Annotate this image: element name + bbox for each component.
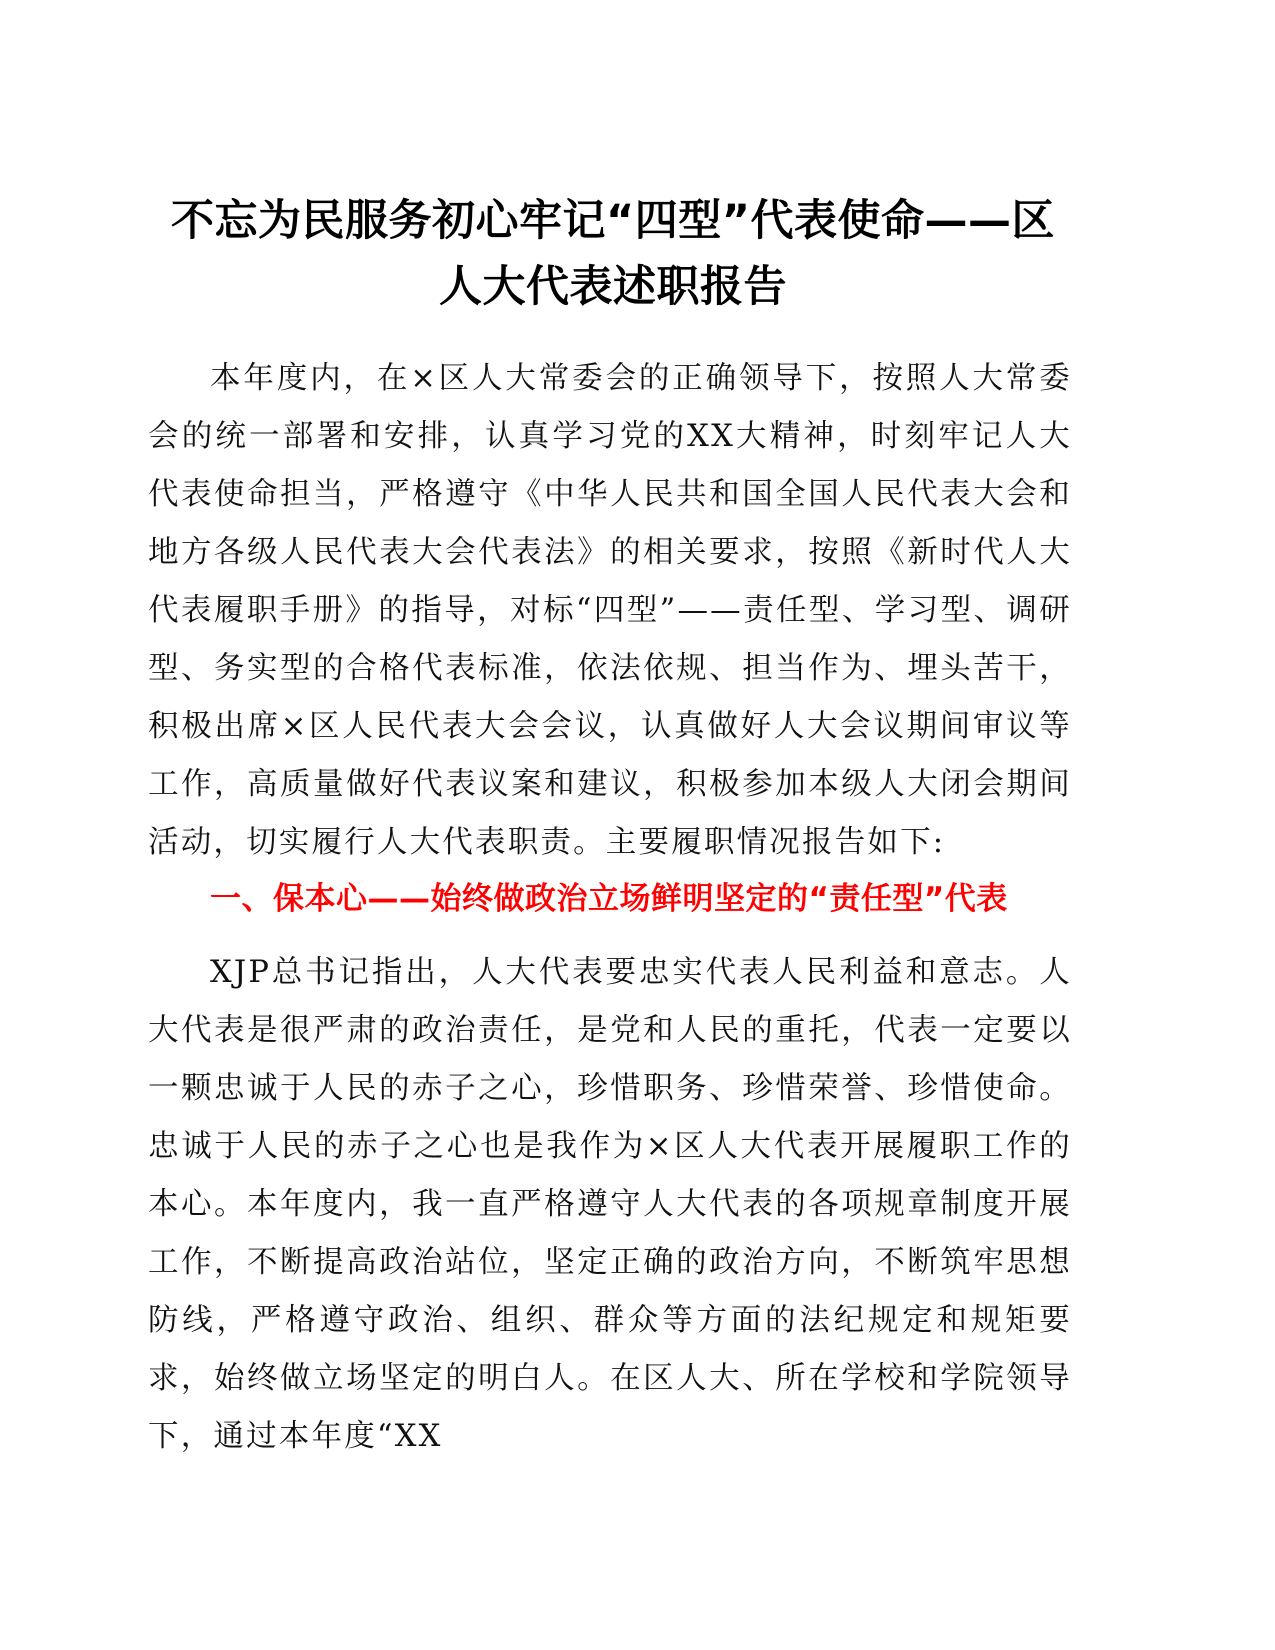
title-line-2: 人大代表述职报告 (439, 262, 787, 312)
section-heading-1: 一、保本心——始终做政治立场鲜明坚定的“责任型”代表 (210, 881, 1008, 917)
title-line-1: 不忘为民服务初心牢记“四型”代表使命——区 (170, 196, 1056, 246)
document-title (148, 188, 1078, 320)
intro-paragraph: 本年度内，在×区人大常委会的正确领导下，按照人大常委会的统一部署和安排，认真学习党的XX大精神，时刻牢记人大代表使命担当，严格遵守《中华人民共和国全国人民代表大会和地方各级人民代表大会代表法》的相关要求，按照《新时代人大代表履职手册》的指导，对标“四型”——责任型、学习型、调研型、务实型的合格代表标准，依法依规、担当作为、埋头苦干，积极出席×区人民代表大会会议，认真做好人大会议期间审议等工作，高质量做好代表议案和建议，积极参加本级人大闭会期间活动，切实履行人大代表职责。主要履职情况报告如下: (148, 361, 1072, 860)
section-1-paragraph: XJP总书记指出，人大代表要忠实代表人民利益和意志。人大代表是很严肃的政治责任，是党和人民的重托，代表一定要以一颗忠诚于人民的赤子之心，珍惜职务、珍惜荣誉、珍惜使命。忠诚于人民的赤子之心也是我作为×区人大代表开展履职工作的本心。本年度内，我一直严格遵守人大代表的各项规章制度开展工作，不断提高政治站位，坚定正确的政治方向，不断筑牢思想防线，严格遵守政治、组织、群众等方面的法纪规定和规矩要求，始终做立场坚定的明白人。在区人大、所在学校和学院领导下，通过本年度“XX (148, 955, 1072, 1454)
